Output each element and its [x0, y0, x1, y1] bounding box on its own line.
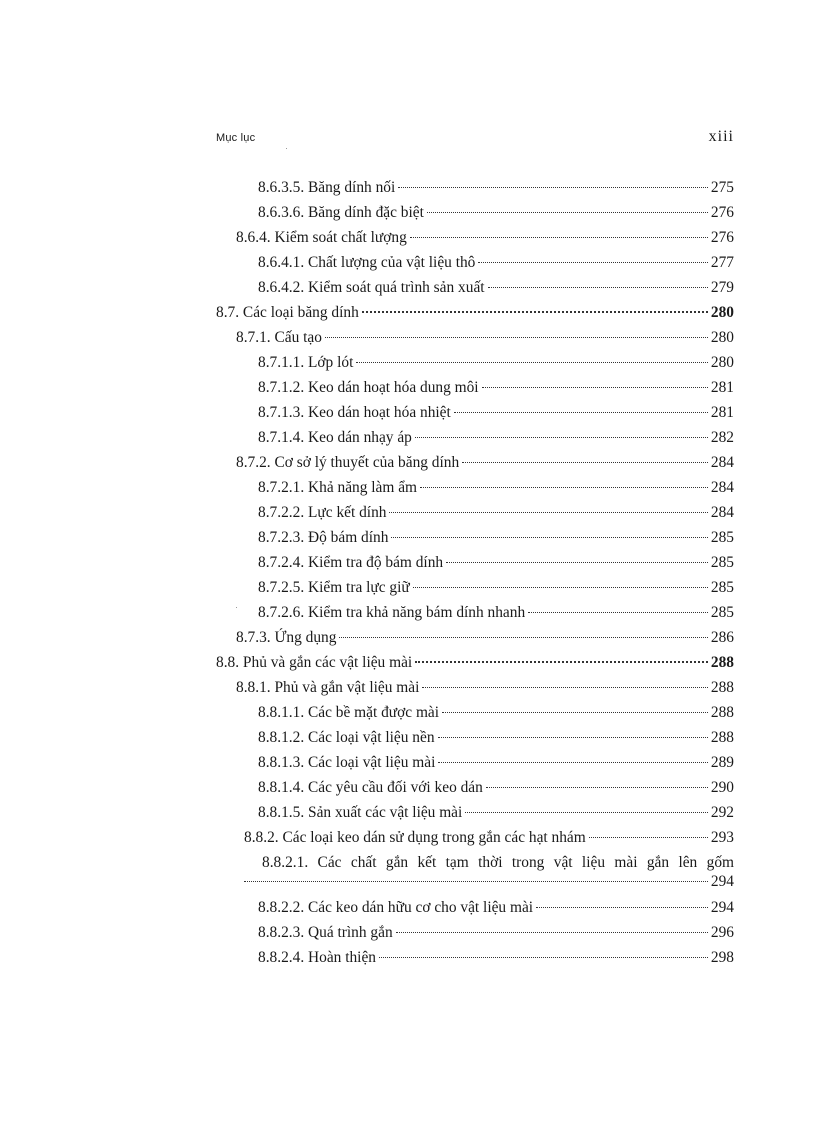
toc-entry-title: 8.6.4.2. Kiểm soát quá trình sản xuất	[258, 279, 485, 296]
toc-leader-dots	[362, 311, 708, 313]
toc-entry-page: 285	[710, 579, 734, 596]
toc-entry-page: 290	[710, 779, 734, 796]
toc-entry	[258, 603, 734, 623]
toc-entry-title: 8.6.3.5. Băng dính nối	[258, 179, 396, 196]
running-head-section: Mục lục	[216, 132, 256, 144]
toc-entry-page: 277	[710, 254, 734, 271]
toc-leader-dots	[339, 637, 707, 638]
toc-entry-title: 8.7. Các loại băng dính	[216, 304, 359, 321]
toc-entry-title: 8.7.2. Cơ sở lý thuyết của băng dính	[236, 454, 460, 471]
toc-entry-title: 8.8.1.2. Các loại vật liệu nền	[258, 729, 435, 746]
toc-entry-title: 8.7.2.2. Lực kết dính	[258, 504, 387, 521]
toc-entry	[236, 453, 734, 473]
toc-entry-page: 280	[710, 329, 734, 346]
toc-entry-title: 8.8.1.3. Các loại vật liệu mài	[258, 754, 436, 771]
toc-entry-title: 8.7.3. Ứng dụng	[236, 629, 337, 646]
toc-leader-dots	[420, 487, 708, 488]
toc-entry-page: 285	[710, 554, 734, 571]
toc-leader-dots	[478, 262, 708, 263]
toc-leader-dots	[356, 362, 708, 363]
toc-leader-dots	[379, 957, 708, 958]
toc-entry-title: 8.7.2.6. Kiểm tra khả năng bám dính nhanh	[258, 604, 526, 621]
toc-entry-page: 289	[710, 754, 734, 771]
toc-entry	[258, 528, 734, 548]
toc-leader-dots	[442, 712, 708, 713]
toc-entry	[258, 178, 734, 198]
toc-leader-dots	[446, 562, 708, 563]
toc-entry-title: 8.8.2. Các loại keo dán sử dụng trong gắn các hạt nhám	[244, 829, 586, 846]
toc-leader-dots	[438, 737, 708, 738]
toc-entry-title: 8.7.2.4. Kiểm tra độ bám dính	[258, 554, 444, 571]
toc-entry-title: 8.6.4.1. Chất lượng của vật liệu thô	[258, 254, 476, 271]
toc-leader-dots	[465, 812, 708, 813]
toc-leader-dots	[389, 512, 707, 513]
toc-entry-page: 288	[710, 704, 734, 721]
toc-entry	[236, 678, 734, 698]
toc-entry	[258, 428, 734, 448]
toc-entry-page: 280	[710, 354, 734, 371]
toc-leader-dots	[415, 437, 708, 438]
toc-entry	[258, 728, 734, 748]
toc-entry	[258, 753, 734, 773]
toc-entry-page: 298	[710, 949, 734, 966]
toc-entry-page: 282	[710, 429, 734, 446]
running-head	[216, 128, 734, 148]
toc-entry-page: 294	[710, 873, 734, 890]
toc-entry-continuation	[244, 872, 734, 892]
toc-entry	[258, 803, 734, 823]
toc-entry-page: 280	[710, 304, 734, 321]
toc-entry-page: 293	[710, 829, 734, 846]
toc-entry-page: 279	[710, 279, 734, 296]
toc-entry-title: 8.8.1. Phủ và gắn vật liệu mài	[236, 679, 420, 696]
toc-entry	[258, 923, 734, 943]
toc-leader-dots	[438, 762, 708, 763]
toc-entry-title: 8.7.1.1. Lớp lót	[258, 354, 354, 371]
toc-entry-title: 8.8.2.2. Các keo dán hữu cơ cho vật liệu mài	[258, 899, 534, 916]
toc-entry-title: 8.8.1.1. Các bề mặt được mài	[258, 704, 440, 721]
toc-entry-page: 276	[710, 204, 734, 221]
toc-leader-dots	[396, 932, 708, 933]
toc-leader-dots	[482, 387, 708, 388]
toc-leader-dots	[422, 687, 708, 688]
toc-entry	[216, 303, 734, 323]
toc-entry-page: 296	[710, 924, 734, 941]
toc-entry-title: 8.7.1. Cấu tạo	[236, 329, 322, 346]
toc-leader-dots	[415, 661, 708, 663]
toc-entry-title: 8.7.1.3. Keo dán hoạt hóa nhiệt	[258, 404, 451, 421]
toc-entry	[258, 948, 734, 968]
toc-entry-title: 8.6.3.6. Băng dính đặc biệt	[258, 204, 424, 221]
toc-leader-dots	[410, 237, 708, 238]
toc-entry	[258, 203, 734, 223]
toc-entry	[258, 553, 734, 573]
toc-entry-title: 8.7.2.3. Độ bám dính	[258, 529, 389, 546]
toc-leader-dots	[536, 907, 708, 908]
toc-entry-page: 276	[710, 229, 734, 246]
scan-speck	[286, 148, 287, 149]
toc-entry	[258, 578, 734, 598]
toc-entry-page: 281	[710, 379, 734, 396]
toc-entry-page: 294	[710, 899, 734, 916]
toc-entry	[258, 278, 734, 298]
toc-entry	[258, 778, 734, 798]
page-number: xiii	[708, 128, 734, 145]
toc-entry-page: 292	[710, 804, 734, 821]
toc-leader-dots	[462, 462, 708, 463]
toc-entry-page: 288	[710, 654, 734, 671]
toc-leader-dots	[589, 837, 708, 838]
toc-entry-page: 288	[710, 679, 734, 696]
toc-entry	[258, 898, 734, 918]
toc-entry	[236, 328, 734, 348]
toc-leader-dots	[528, 612, 708, 613]
toc-leader-dots	[325, 337, 708, 338]
toc-leader-dots	[244, 881, 708, 882]
toc-entry-page: 275	[710, 179, 734, 196]
toc-entry	[244, 828, 734, 848]
scan-speck	[236, 607, 237, 608]
toc-entry-page: 285	[710, 529, 734, 546]
toc-entry-page: 284	[710, 454, 734, 471]
toc-leader-dots	[454, 412, 708, 413]
toc-entry-title: 8.7.1.4. Keo dán nhạy áp	[258, 429, 412, 446]
toc-entry	[258, 703, 734, 723]
toc-entry-page: 281	[710, 404, 734, 421]
toc-leader-dots	[488, 287, 708, 288]
toc-entry-page: 284	[710, 504, 734, 521]
toc-leader-dots	[413, 587, 708, 588]
toc-entry-title: 8.8.2.4. Hoàn thiện	[258, 949, 376, 966]
toc-entry-title: 8.6.4. Kiểm soát chất lượng	[236, 229, 407, 246]
toc-entry	[258, 378, 734, 398]
toc-leader-dots	[427, 212, 708, 213]
toc-leader-dots	[398, 187, 708, 188]
toc-entry-page: 285	[710, 604, 734, 621]
toc-entry-page: 286	[710, 629, 734, 646]
toc-leader-dots	[486, 787, 708, 788]
toc-entry	[258, 403, 734, 423]
toc-entry-title: 8.8. Phủ và gắn các vật liệu mài	[216, 654, 413, 671]
toc-entry	[236, 628, 734, 648]
toc-entry	[258, 503, 734, 523]
toc-entry-title: 8.8.1.5. Sản xuất các vật liệu mài	[258, 804, 463, 821]
toc-leader-dots	[391, 537, 708, 538]
toc-entry	[216, 653, 734, 673]
toc-entry-title: 8.8.2.3. Quá trình gắn	[258, 924, 393, 941]
toc-entry	[258, 353, 734, 373]
toc-entry	[258, 253, 734, 273]
toc-entry-page: 288	[710, 729, 734, 746]
toc-entry-title-wrapped: 8.8.2.1. Các chất gắn kết tạm thời trong vật liệu mài gắn lên gốm	[262, 854, 734, 871]
toc-entry-title: 8.7.2.5. Kiểm tra lực giữ	[258, 579, 410, 596]
toc-entry	[258, 478, 734, 498]
toc-entry-title: 8.7.1.2. Keo dán hoạt hóa dung môi	[258, 379, 479, 396]
toc-entry-page: 284	[710, 479, 734, 496]
toc-entry-title: 8.7.2.1. Khả năng làm ẩm	[258, 479, 418, 496]
toc-entry	[236, 228, 734, 248]
toc-entry-title: 8.8.1.4. Các yêu cầu đối với keo dán	[258, 779, 483, 796]
